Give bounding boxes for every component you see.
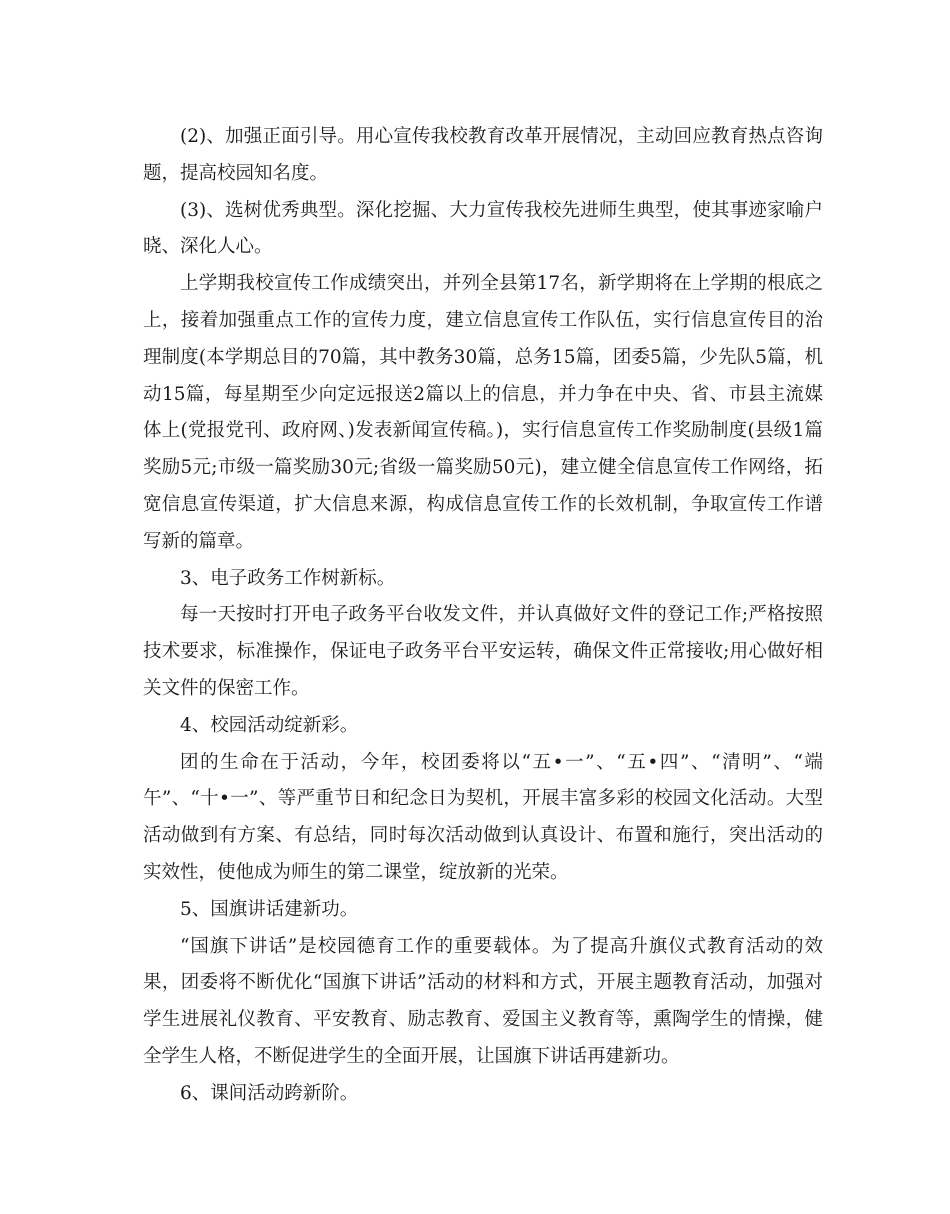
paragraph-select-models: (3)、选树优秀典型。深化挖掘、大力宣传我校先进师生典型，使其事迹家喻户晓、深化人心。	[143, 199, 823, 258]
document-body	[143, 119, 823, 1113]
heading-campus-activities: 4、校园活动绽新彩。	[180, 714, 359, 736]
heading-flag-speech: 5、国旗讲话建新功。	[180, 898, 359, 920]
paragraph-e-government: 每一天按时打开电子政务平台收发文件，并认真做好文件的登记工作;严格按照技术要求，标准操作，保证电子政务平台平安运转，确保文件正常接收;用心做好相关文件的保密工作。	[143, 604, 823, 699]
heading-e-government: 3、电子政务工作树新标。	[180, 567, 396, 589]
paragraph-flag-speech: “国旗下讲话”是校园德育工作的重要载体。为了提高升旗仪式教育活动的效果，团委将不断优化“国旗下讲话”活动的材料和方式，开展主题教育活动，加强对学生进展礼仪教育、平安教育、励志教育、爱国主义教育等，熏陶学生的情操，健全学生人格，不断促进学生的全面开展，让国旗下讲话再建新功。	[143, 935, 823, 1067]
paragraph-publicity-work: 上学期我校宣传工作成绩突出，并列全县第17名，新学期将在上学期的根底之上，接着加强重点工作的宣传力度，建立信息宣传工作队伍，实行信息宣传目的治理制度(本学期总目的70篇，其中教务30篇，总务15篇，团委5篇，少先队5篇，机动15篇，每星期至少向定远报送2篇以上的信息，并力争在中央、省、市县主流媒体上(党报党刊、政府网、)发表新闻宣传稿。)，实行信息宣传工作奖励制度(县级1篇奖励5元;市级一篇奖励30元;省级一篇奖励50元)，建立健全信息宣传工作网络，拓宽信息宣传渠道，扩大信息来源，构成信息宣传工作的长效机制，争取宣传工作谱写新的篇章。	[143, 273, 823, 552]
paragraph-positive-guidance: (2)、加强正面引导。用心宣传我校教育改革开展情况，主动回应教育热点咨询题，提高校园知名度。	[143, 126, 823, 184]
paragraph-campus-activities: 团的生命在于活动，今年，校团委将以“五•一”、“五•四”、“清明”、“端午”、“十•一”、等严重节日和纪念日为契机，开展丰富多彩的校园文化活动。大型活动做到有方案、有总结，同时每次活动做到认真设计、布置和施行，突出活动的实效性，使他成为师生的第二课堂，绽放新的光荣。	[143, 751, 823, 883]
heading-break-activities: 6、课间活动跨新阶。	[180, 1082, 359, 1104]
